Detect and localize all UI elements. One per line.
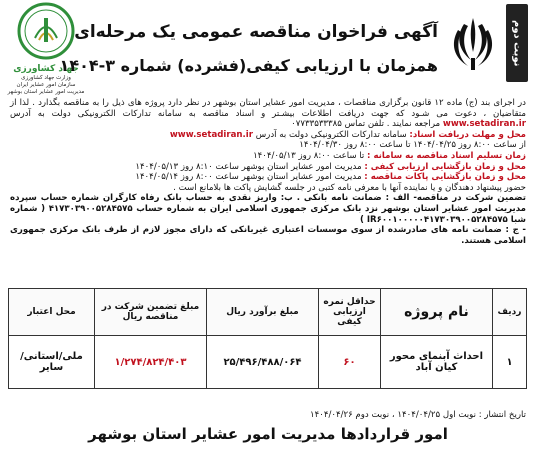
website-link[interactable]: www.setadiran.ir — [442, 119, 526, 130]
jahad-logo — [6, 2, 86, 100]
col-min-score-header: حداقل نمره ارزیابی کیفی — [319, 289, 381, 336]
col-project-header: نام پروژه — [381, 289, 493, 336]
quality-line — [10, 162, 526, 173]
doc-line — [10, 130, 526, 141]
envelope-label: محل و زمان بازگشایی پاکات مناقصه : — [364, 172, 526, 183]
cell-project: احداث آبنمای محور کیان آباد — [381, 336, 493, 389]
jahad-keshavarzi-logo-icon — [17, 2, 75, 60]
guarantee-paragraph: تضمین شرکت در مناقصه- الف : ضمانت نامه بانکی . ب: واریز نقدی به حساب بانک رفاه کارگران شماره حساب سپرده مدیریت امور عشایر استان بوشهر نزد بانک مرکزی جمهوری اسلامی ایران به شماره حساب ۴۱۷۳۰۳۹۰۰۵۲۸۴۵۷۵ ( شماره شبا IR۶۰۰۱۰۰۰۰۰۴۱۷۳۰۳۹۰۰۵۲۸۴۵۷۵ ) — [10, 193, 527, 225]
notice-body — [10, 98, 526, 246]
quality-label: محل و زمان بازگشایی ارزیابی کیفی : — [364, 161, 526, 172]
footer-org: امور قراردادها مدیریت امور عشایر استان بوشهر — [88, 425, 448, 443]
logo-caption-org: سازمان امور عشایر ایران — [16, 82, 76, 88]
cell-credit: ملی/استانی/ سایر — [9, 336, 95, 389]
attendance-line: حضور پیشنهاد دهندگان و یا نماینده آنها با معرفی نامه کتبی در جلسه گشایش پاکت ها بلامانع است . — [173, 182, 526, 193]
notice-subtitle: همزمان با ارزیابی کیفی(فشرده) شماره ۳-۱۴۰۴ — [59, 56, 438, 75]
submit-label: زمان تسلیم اسناد مناقصه به سامانه : — [367, 150, 526, 161]
col-estimate-header: مبلغ برآورد ریال — [207, 289, 319, 336]
col-row-header: ردیف — [493, 289, 527, 336]
cell-min-score: ۶۰ — [319, 336, 381, 389]
cell-row: ۱ — [493, 336, 527, 389]
logo-caption-office: مدیریت امور عشایر استان بوشهر — [7, 89, 85, 95]
doc-website-link[interactable]: www.setadiran.ir — [169, 129, 253, 140]
notice-title: آگهی فراخوان مناقصه عمومی یک مرحله‌ای — [74, 22, 438, 42]
doc-text: سامانه تدارکات الکترونیکی دولت به آدرس — [255, 129, 407, 140]
intro-text: در اجرای بند (ج) ماده ۱۲ قانون برگزاری مناقصات ، مدیریت امور عشایر استان بوشهر در نظر دارد پروژه های ذیل را به مناقصه بگذارد . لذا از متقاضیان ، دعوت می شـود که جهت دریافت اطلاعات بیشـتر و اسناد مناقصه به سامانه تدارکات الکترونیکی دولت به آدرس — [10, 98, 526, 119]
round-badge: نوبت دوم — [506, 4, 528, 82]
envelope-text: مدیریت امور عشایر استان بوشهر ساعت ۸:۰۰ روز ۱۴۰۴/۰۵/۱۴ — [135, 172, 362, 183]
doc-label: محل و مهلت دریافت اسناد: — [409, 129, 526, 140]
intro-paragraph — [10, 98, 526, 130]
iran-emblem-icon — [450, 14, 496, 74]
quality-text: مدیریت امور عشایر استان بوشهر ساعت ۸:۱۰ روز ۱۴۰۴/۰۵/۱۳ — [135, 161, 362, 172]
col-credit-header: محل اعتبار — [9, 289, 95, 336]
intro-tail: مراجعه نمایند . تلفن تماس ۰۷۷۳۳۵۳۳۳۸۵ — [291, 119, 441, 130]
logo-caption-ministry: وزارت جهاد کشاورزی — [21, 75, 71, 81]
envelope-line — [10, 172, 526, 183]
doc-period: از ساعت ۸:۰۰ روز ۱۴۰۴/۰۴/۲۵ تا ساعت ۸:۰۰ روز ۱۴۰۴/۰۴/۳۰ — [299, 140, 526, 151]
projects-table — [8, 288, 527, 389]
logo-name: جهاد کشاورزی — [13, 64, 79, 74]
publish-dates: تاریخ انتشار : نوبت اول ۱۴۰۴/۰۴/۲۵ ، نوبت دوم ۱۴۰۴/۰۴/۲۶ — [309, 410, 526, 420]
col-guarantee-header: مبلغ تضمین شرکت در مناقصه ریال — [95, 289, 207, 336]
table-row — [9, 336, 527, 389]
cell-guarantee: ۱/۲۷۴/۸۲۴/۴۰۳ — [95, 336, 207, 389]
submit-line — [10, 151, 526, 162]
submit-text: تا ساعت ۸:۰۰ روز ۱۴۰۴/۰۵/۱۳ — [253, 150, 365, 161]
cell-estimate: ۲۵/۴۹۶/۴۸۸/۰۶۴ — [207, 336, 319, 389]
guarantee-c-paragraph: - ج : ضمانت نامه های صادرشده از سوی موسسات اعتباری غیربانکی که دارای مجوز لازم از طرف بانک مرکزی جمهوری اسلامی هستند. — [10, 225, 526, 246]
table-header-row — [9, 289, 527, 336]
